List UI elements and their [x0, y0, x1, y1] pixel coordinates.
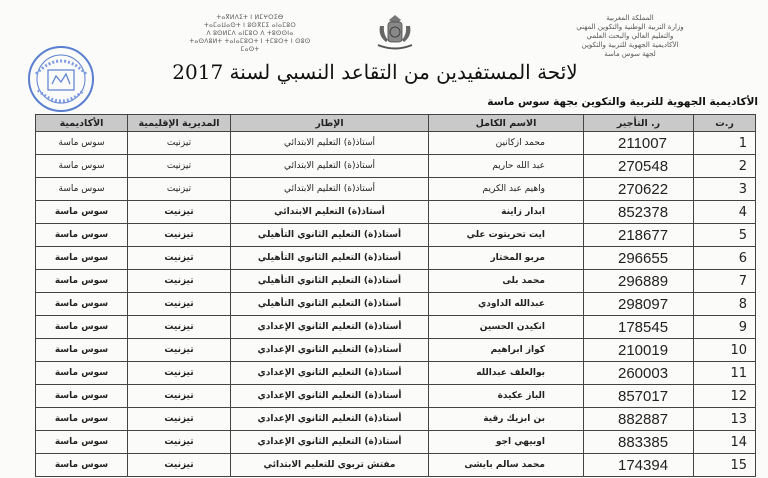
cadre: أستاذ(ة) التعليم الابتدائي: [231, 132, 429, 155]
cadre: أستاذ(ة) التعليم الثانوي الإعدادي: [231, 316, 429, 339]
cadre: أستاذ(ة) التعليم الابتدائي: [231, 155, 429, 178]
cadre: أستاذ(ة) التعليم الابتدائي: [231, 178, 429, 201]
table-row: [36, 454, 756, 477]
salary-number: 857017: [584, 385, 694, 408]
table-row: [36, 339, 756, 362]
provincial-directorate: تيزنيت: [128, 293, 231, 316]
academy: سوس ماسة: [36, 155, 128, 178]
row-number: 2: [694, 155, 756, 178]
full-name: واهيم عبد الكريم: [429, 178, 584, 201]
full-name: انكيدن الحسين: [429, 316, 584, 339]
academy: سوس ماسة: [36, 385, 128, 408]
row-number: 1: [694, 132, 756, 155]
table-row: [36, 224, 756, 247]
row-number: 12: [694, 385, 756, 408]
cadre: أستاذ(ة) التعليم الثانوي الإعدادي: [231, 431, 429, 454]
table-row: [36, 431, 756, 454]
cadre: أستاذ(ة) التعليم الثانوي الإعدادي: [231, 362, 429, 385]
row-number: 5: [694, 224, 756, 247]
header-left-line: ⵜⴰⴳⵍⴷⵉⵜ ⵏ ⵍⵎⵖⵔⵉⴱ: [216, 14, 284, 21]
table-row: [36, 362, 756, 385]
academy: سوس ماسة: [36, 339, 128, 362]
academy: سوس ماسة: [36, 247, 128, 270]
header-left-line: ⵜⴰⵙⴷⵓⵍⵜ ⵜⴰⵏⴰⵎⵓⵔⵜ ⵏ ⵜⵎⵓⵔⵜ ⵏ ⵙⵓⵙ: [189, 38, 311, 45]
full-name: محمد سالم بايشى: [429, 454, 584, 477]
salary-number: 270622: [584, 178, 694, 201]
column-header: المديرية الإقليمية: [128, 115, 231, 132]
row-number: 11: [694, 362, 756, 385]
table-row: [36, 247, 756, 270]
salary-number: 883385: [584, 431, 694, 454]
table-row: [36, 316, 756, 339]
full-name: عبد الله حاريم: [429, 155, 584, 178]
provincial-directorate: تيزنيت: [128, 201, 231, 224]
academy: سوس ماسة: [36, 132, 128, 155]
header-right-line: المملكة المغربية: [606, 14, 654, 22]
full-name: كواز ابراهيم: [429, 339, 584, 362]
full-name: الباز عكيدة: [429, 385, 584, 408]
full-name: اوبيهي اجو: [429, 431, 584, 454]
academy: سوس ماسة: [36, 178, 128, 201]
table-row: [36, 270, 756, 293]
table-row: [36, 408, 756, 431]
cadre: أستاذ(ة) التعليم الثانوي التأهيلي: [231, 270, 429, 293]
salary-number: 296655: [584, 247, 694, 270]
full-name: بوالعلف عبدالله: [429, 362, 584, 385]
column-header: ر.ت: [694, 115, 756, 132]
header-right-line: والتعليم العالي والبحث العلمي: [586, 32, 674, 40]
page-title: لائحة المستفيدين من التقاعد النسبي لسنة 2017: [172, 60, 578, 84]
provincial-directorate: تيزنيت: [128, 454, 231, 477]
full-name: محمد بلى: [429, 270, 584, 293]
row-number: 4: [694, 201, 756, 224]
salary-number: 174394: [584, 454, 694, 477]
provincial-directorate: تيزنيت: [128, 408, 231, 431]
full-name: محمد ازكانين: [429, 132, 584, 155]
provincial-directorate: تيزنيت: [128, 362, 231, 385]
academy: سوس ماسة: [36, 201, 128, 224]
provincial-directorate: تيزنيت: [128, 316, 231, 339]
salary-number: 882887: [584, 408, 694, 431]
header-left-block: [150, 14, 350, 54]
coat-of-arms-icon: [372, 12, 418, 52]
row-number: 6: [694, 247, 756, 270]
header-left-line: ⵎⴰⵙⵜ: [240, 46, 260, 53]
salary-number: 178545: [584, 316, 694, 339]
full-name: بن ابزيك رقية: [429, 408, 584, 431]
row-number: 3: [694, 178, 756, 201]
column-header: الإطار: [231, 115, 429, 132]
provincial-directorate: تيزنيت: [128, 270, 231, 293]
full-name: مربو المختار: [429, 247, 584, 270]
provincial-directorate: تيزنيت: [128, 178, 231, 201]
row-number: 14: [694, 431, 756, 454]
table-row: [36, 293, 756, 316]
row-number: 10: [694, 339, 756, 362]
beneficiaries-table: [35, 114, 756, 477]
provincial-directorate: تيزنيت: [128, 132, 231, 155]
salary-number: 296889: [584, 270, 694, 293]
cadre: أستاذ(ة) التعليم الثانوي التأهيلي: [231, 293, 429, 316]
page-subtitle: الأكاديمية الجهوية للتربية والتكوين بجهة سوس ماسة: [487, 96, 758, 108]
academy: سوس ماسة: [36, 270, 128, 293]
academy: سوس ماسة: [36, 408, 128, 431]
provincial-directorate: تيزنيت: [128, 224, 231, 247]
provincial-directorate: تيزنيت: [128, 385, 231, 408]
cadre: أستاذ(ة) التعليم الثانوي التأهيلي: [231, 224, 429, 247]
table-row: [36, 155, 756, 178]
salary-number: 298097: [584, 293, 694, 316]
table-header-row: [36, 115, 756, 132]
salary-number: 260003: [584, 362, 694, 385]
academy: سوس ماسة: [36, 431, 128, 454]
provincial-directorate: تيزنيت: [128, 339, 231, 362]
header-left-line: ⴷ ⵓⵙⵍⵎⴷ ⴰⵏⵎⵓⵔ ⴷ ⵜⵓⵙⵙⵏⴰ: [206, 30, 294, 37]
cadre: أستاذ(ة) التعليم الثانوي الإعدادي: [231, 339, 429, 362]
full-name: عبدالله الداودي: [429, 293, 584, 316]
academy: سوس ماسة: [36, 316, 128, 339]
full-name: ابدار زاينة: [429, 201, 584, 224]
header-right-line: الأكاديمية الجهوية للتربية والتكوين: [581, 41, 679, 49]
academy: سوس ماسة: [36, 454, 128, 477]
table-row: [36, 132, 756, 155]
column-header: الأكاديمية: [36, 115, 128, 132]
academy: سوس ماسة: [36, 224, 128, 247]
row-number: 15: [694, 454, 756, 477]
header-right-line: لجهة سوس ماسة: [604, 50, 656, 58]
cadre: أستاذ(ة) التعليم الثانوي الإعدادي: [231, 408, 429, 431]
provincial-directorate: تيزنيت: [128, 155, 231, 178]
full-name: ايت تحريتوت علي: [429, 224, 584, 247]
salary-number: 211007: [584, 132, 694, 155]
column-header: الاسم الكامل: [429, 115, 584, 132]
cadre: أستاذ(ة) التعليم الثانوي الإعدادي: [231, 385, 429, 408]
official-stamp-icon: [26, 44, 96, 114]
salary-number: 218677: [584, 224, 694, 247]
cadre: مفتش تربوي للتعليم الابتدائي: [231, 454, 429, 477]
row-number: 13: [694, 408, 756, 431]
cadre: أستاذ(ة) التعليم الابتدائي: [231, 201, 429, 224]
salary-number: 270548: [584, 155, 694, 178]
header-right-block: [560, 14, 700, 59]
academy: سوس ماسة: [36, 293, 128, 316]
table-row: [36, 201, 756, 224]
header-left-line: ⵜⴰⵎⴰⵡⴰⵙⵜ ⵏ ⵓⵙⴳⵎⵉ ⴰⵏⴰⵎⵓⵔ: [204, 22, 296, 29]
header-right-line: وزارة التربية الوطنية والتكوين المهني: [576, 23, 684, 31]
academy: سوس ماسة: [36, 362, 128, 385]
provincial-directorate: تيزنيت: [128, 431, 231, 454]
table-row: [36, 178, 756, 201]
row-number: 9: [694, 316, 756, 339]
salary-number: 210019: [584, 339, 694, 362]
table-row: [36, 385, 756, 408]
column-header: ر. التأجير: [584, 115, 694, 132]
row-number: 8: [694, 293, 756, 316]
cadre: أستاذ(ة) التعليم الثانوي التأهيلي: [231, 247, 429, 270]
salary-number: 852378: [584, 201, 694, 224]
row-number: 7: [694, 270, 756, 293]
provincial-directorate: تيزنيت: [128, 247, 231, 270]
